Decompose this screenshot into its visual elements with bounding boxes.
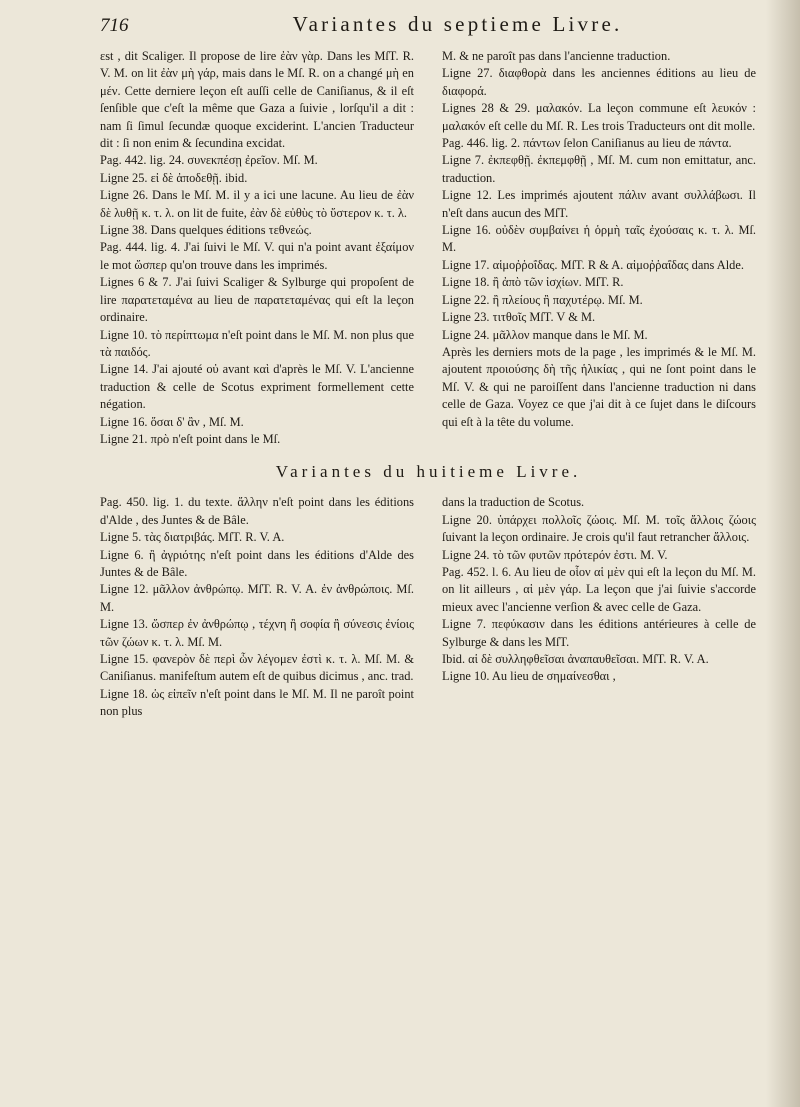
section2-left-column	[100, 494, 414, 720]
section2-columns	[100, 494, 757, 720]
section2-heading-row	[100, 462, 757, 482]
note-paragraph: Ligne 10. τὸ περίπτωμα n'eſt point dans le Mſ. M. non plus que τὰ παιδός.	[100, 327, 414, 359]
note-paragraph: Pag. 444. lig. 4. J'ai ſuivi le Mſ. V. qui n'a point avant ἐξαίμον le mot ὥσπερ qu'on trouve dans les imprimés.	[100, 240, 414, 272]
page-number: 716	[100, 15, 129, 36]
section1-columns	[100, 48, 757, 448]
note-paragraph: Ligne 12. μᾶλλον ἀνθρώπῳ. MſT. R. V. A. ἐν ἀνθρώποις. Mſ. M.	[100, 582, 414, 614]
note-paragraph: Ligne 25. εἰ δὲ ἀποδεθῇ. ibid.	[100, 170, 248, 185]
note-paragraph: Après les derniers mots de la page , les imprimés & le Mſ. M. ajoutent προιούσης δὴ τῆς ἡλικίας , qui ne ſont point dans le Mſ. V. & qui ne paroiſſent dans l'ancienne traduction ni dans celle de Gaza. Voyez ce que j'ai dit à ce ſujet dans le diſcours qui eſt à la tête du volume.	[442, 344, 756, 429]
note-paragraph: Ligne 24. μᾶλλον manque dans le Mſ. M.	[442, 327, 648, 342]
note-paragraph: Ligne 7. ἐκπεφθῇ. ἐκπεμφθῇ , Mſ. M. cum non emittatur, anc. traduction.	[442, 153, 756, 185]
note-paragraph: Ligne 38. Dans quelques éditions τεθνεώς.	[100, 223, 312, 238]
note-paragraph: Ligne 15. φανερὸν δὲ περὶ ὧν λέγομεν ἐστὶ κ. τ. λ. Mſ. M. & Caniſianus. manifeſtum autem eſt de quibus dicimus , anc. trad.	[100, 652, 414, 684]
note-paragraph: Ligne 27. διαφθορὰ dans les anciennes éditions au lieu de διαφορά.	[442, 66, 756, 98]
note-paragraph: Ligne 5. τὰς διατριβάς. MſT. R. V. A.	[100, 530, 285, 545]
note-paragraph: Ligne 13. ὥσπερ ἐν ἀνθρώπῳ , τέχνη ἢ σοφία ἢ σύνεσις ἐνίοις τῶν ζώων κ. τ. λ. Mſ. M.	[100, 617, 414, 649]
note-paragraph: Ligne 24. τὸ τῶν φυτῶν πρότερόν ἐστι. M. V.	[442, 547, 668, 562]
section1-left-column	[100, 48, 414, 448]
note-paragraph: Ligne 12. Les imprimés ajoutent πάλιν avant συλλάβωσι. Il n'eſt dans aucun des MſT.	[442, 188, 756, 220]
note-paragraph: εst , dit Scaliger. Il propose de lire ἐὰν γὰρ. Dans les MſT. R. V. M. on lit ἐὰν μὴ γάρ, mais dans le Mſ. R. on a changé μὴ en μέν. Cette derniere leçon eſt auſſi celle de Caniſianus, & il eſt ſenſible que c'eſt la même que Gaza a ſuivie , lorſqu'il a dit : nam ſi ſimul ſecundæ quoque exciderint. L'ancien Traducteur dit : ſi non enim & ſecundina excidat.	[100, 49, 414, 151]
running-title: Variantes du septieme Livre.	[292, 12, 623, 36]
note-paragraph: Ligne 6. ἢ ἀγριότης n'eſt point dans les éditions d'Alde des Juntes & de Bâle.	[100, 547, 414, 579]
note-paragraph: Ligne 21. πρὸ n'eſt point dans le Mſ.	[100, 431, 281, 446]
note-paragraph: Ligne 26. Dans le Mſ. M. il y a ici une lacune. Au lieu de ἐὰν δὲ λυθῇ κ. τ. λ. on lit de fuite, ἐὰν δὲ εὐθὺς τὸ ὕστερον κ. τ. λ.	[100, 188, 414, 220]
note-paragraph: Ligne 10. Au lieu de σημαίνεσθαι ,	[442, 669, 616, 684]
note-paragraph: Pag. 446. lig. 2. πάντων ſelon Caniſianus au lieu de πάντα.	[442, 136, 732, 151]
note-paragraph: Ligne 18. ὡς εἰπεῖν n'eſt point dans le Mſ. M. Il ne paroît point non plus	[100, 686, 414, 719]
note-paragraph: Ligne 16. ὅσαι δ' ἂν , Mſ. M.	[100, 414, 244, 429]
note-paragraph: M. & ne paroît pas dans l'ancienne traduction.	[442, 49, 671, 63]
page-edge-shadow	[766, 0, 800, 1107]
note-paragraph: Ligne 18. ἢ ἀπὸ τῶν ἰσχίων. MſT. R.	[442, 275, 624, 290]
note-paragraph: Lignes 28 & 29. μαλακόν. La leçon commune eſt λευκόν : μαλακόν eſt celle du Mſ. R. Les trois Traducteurs ont dit molle.	[442, 101, 756, 133]
note-paragraph: Ligne 23. τιτθοῖς MſT. V & M.	[442, 310, 596, 325]
note-paragraph: Ligne 14. J'ai ajouté οὐ avant καὶ d'après le Mſ. V. L'ancienne traduction & celle de Scotus expriment formellement cette négation.	[100, 362, 414, 412]
page-header	[100, 12, 757, 48]
note-paragraph: Ligne 16. οὐδὲν συμβαίνει ἡ ὁρμὴ ταῖς ἐχούσαις κ. τ. λ. Mſ. M.	[442, 223, 756, 255]
section-heading: Variantes du huitieme Livre.	[275, 462, 582, 482]
note-paragraph: Pag. 442. lig. 24. συνεκπέσῃ ἐρεῖον. Mſ. M.	[100, 153, 318, 168]
note-paragraph: Ligne 17. αἱμοῤῥοΐδας. MſT. R & A. αἱμοῤῥαΐδας dans Alde.	[442, 257, 744, 272]
note-paragraph: Pag. 450. lig. 1. du texte. ἄλλην n'eſt point dans les éditions d'Alde , des Juntes & de Bâle.	[100, 495, 414, 527]
note-paragraph: Ligne 20. ὑπάρχει πολλοῖς ζώοις. Mſ. M. τοῖς ἄλλοις ζώοις ſuivant la leçon ordinaire. Je crois qu'il faut retrancher ἄλλοις.	[442, 512, 756, 545]
note-paragraph: Lignes 6 & 7. J'ai ſuivi Scaliger & Sylburge qui propoſent de lire παρατεταμένα au lieu de παρατεταμένας qui eſt la leçon ordinaire.	[100, 275, 414, 325]
note-paragraph: Ibid. αἱ δὲ συλληφθεῖσαι ἀναπαυθεῖσαι. MſT. R. V. A.	[442, 652, 709, 666]
note-paragraph: Ligne 7. πεφύκασιν dans les éditions antérieures à celle de Sylburge & dans les MſT.	[442, 617, 756, 649]
section1-right-column	[442, 48, 756, 448]
note-paragraph: Pag. 452. l. 6. Au lieu de οἷον αἱ μὲν qui eſt la leçon du Mſ. M. on lit ailleurs , αἱ μὲν γάρ. La leçon que j'ai ſuivie s'accorde mieux avec l'ancienne verſion & avec celle de Gaza.	[442, 564, 756, 614]
section2-right-column	[442, 494, 756, 720]
note-paragraph: Ligne 22. ἢ πλείους ἢ παχυτέρῳ. Mſ. M.	[442, 292, 643, 307]
note-paragraph: dans la traduction de Scotus.	[442, 495, 585, 510]
